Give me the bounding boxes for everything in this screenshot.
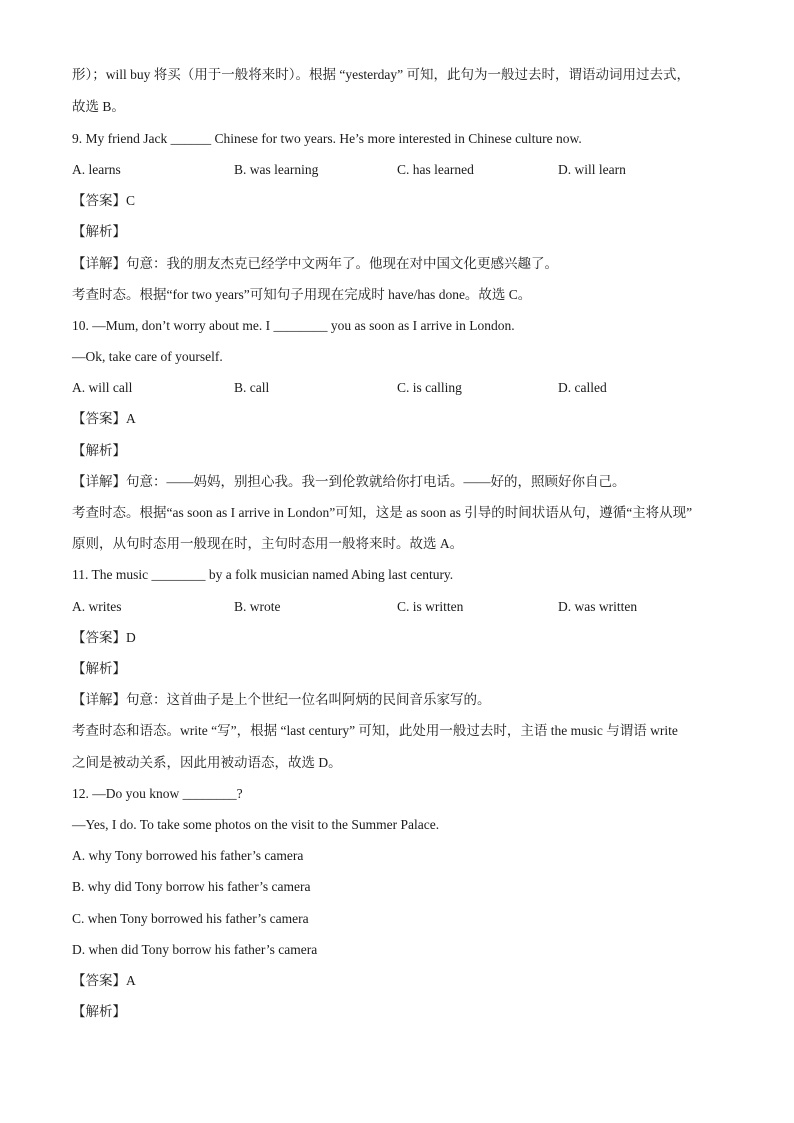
paragraph-line: 形）；will buy 将买（用于一般将来时）。根据 “yesterday” 可知，此句为一般过去时，谓语动词用过去式， <box>72 67 690 82</box>
q9-option-d: D. will learn <box>558 162 626 177</box>
q10-option-d: D. called <box>558 380 607 395</box>
q9-detail: 【详解】句意：我的朋友杰克已经学中文两年了。他现在对中国文化更感兴趣了。 <box>72 256 558 271</box>
q11-option-d: D. was written <box>558 599 638 614</box>
q9-analysis-label: 【解析】 <box>72 224 126 239</box>
question-12-reply: —Yes, I do. To take some photos on the visit to the Summer Palace. <box>72 817 440 832</box>
q10-option-b: B. call <box>234 380 270 395</box>
q11-analysis-label: 【解析】 <box>72 661 126 676</box>
q12-analysis-label: 【解析】 <box>72 1004 126 1019</box>
q12-option-d: D. when did Tony borrow his father’s camera <box>72 942 318 957</box>
question-11-stem: 11. The music ________ by a folk musician named Abing last century. <box>72 567 454 582</box>
q10-explanation-1: 考查时态。根据“as soon as I arrive in London”可知，这是 as soon as 引导的时间状语从句，遵循“主将从现” <box>72 505 693 520</box>
q9-explanation: 考查时态。根据“for two years”可知句子用现在完成时 have/has done。故选 C。 <box>72 287 532 302</box>
q10-answer: 【答案】A <box>72 411 136 426</box>
q11-option-a: A. writes <box>72 599 122 614</box>
q11-explanation-1: 考查时态和语态。write “写”，根据 “last century” 可知，此处用一般过去时，主语 the music 与谓语 write <box>72 723 678 738</box>
q11-answer: 【答案】D <box>72 630 136 645</box>
paragraph-line: 故选 B。 <box>72 99 125 114</box>
q12-option-a: A. why Tony borrowed his father’s camera <box>72 848 304 863</box>
q11-option-b: B. wrote <box>234 599 281 614</box>
q9-option-a: A. learns <box>72 162 121 177</box>
question-10-stem: 10. —Mum, don’t worry about me. I ________ you as soon as I arrive in London. <box>72 318 515 333</box>
q11-option-c: C. is written <box>397 599 464 614</box>
question-10-reply: —Ok, take care of yourself. <box>72 349 223 364</box>
question-9-stem: 9. My friend Jack ______ Chinese for two years. He’s more interested in Chinese culture now. <box>72 131 582 146</box>
q10-explanation-2: 原则，从句时态用一般现在时，主句时态用一般将来时。故选 A。 <box>72 536 464 551</box>
q9-option-b: B. was learning <box>234 162 319 177</box>
q9-option-c: C. has learned <box>397 162 474 177</box>
q11-detail: 【详解】句意：这首曲子是上个世纪一位名叫阿炳的民间音乐家写的。 <box>72 692 491 707</box>
q12-answer: 【答案】A <box>72 973 136 988</box>
q11-explanation-2: 之间是被动关系，因此用被动语态，故选 D。 <box>72 755 342 770</box>
q12-option-c: C. when Tony borrowed his father’s camera <box>72 911 309 926</box>
q12-option-b: B. why did Tony borrow his father’s camera <box>72 879 311 894</box>
q10-option-a: A. will call <box>72 380 133 395</box>
q10-option-c: C. is calling <box>397 380 462 395</box>
q10-analysis-label: 【解析】 <box>72 443 126 458</box>
question-12-stem: 12. —Do you know ________? <box>72 786 243 801</box>
q9-answer: 【答案】C <box>72 193 136 208</box>
q10-detail: 【详解】句意：——妈妈，别担心我。我一到伦敦就给你打电话。——好的，照顾好你自己。 <box>72 474 626 489</box>
